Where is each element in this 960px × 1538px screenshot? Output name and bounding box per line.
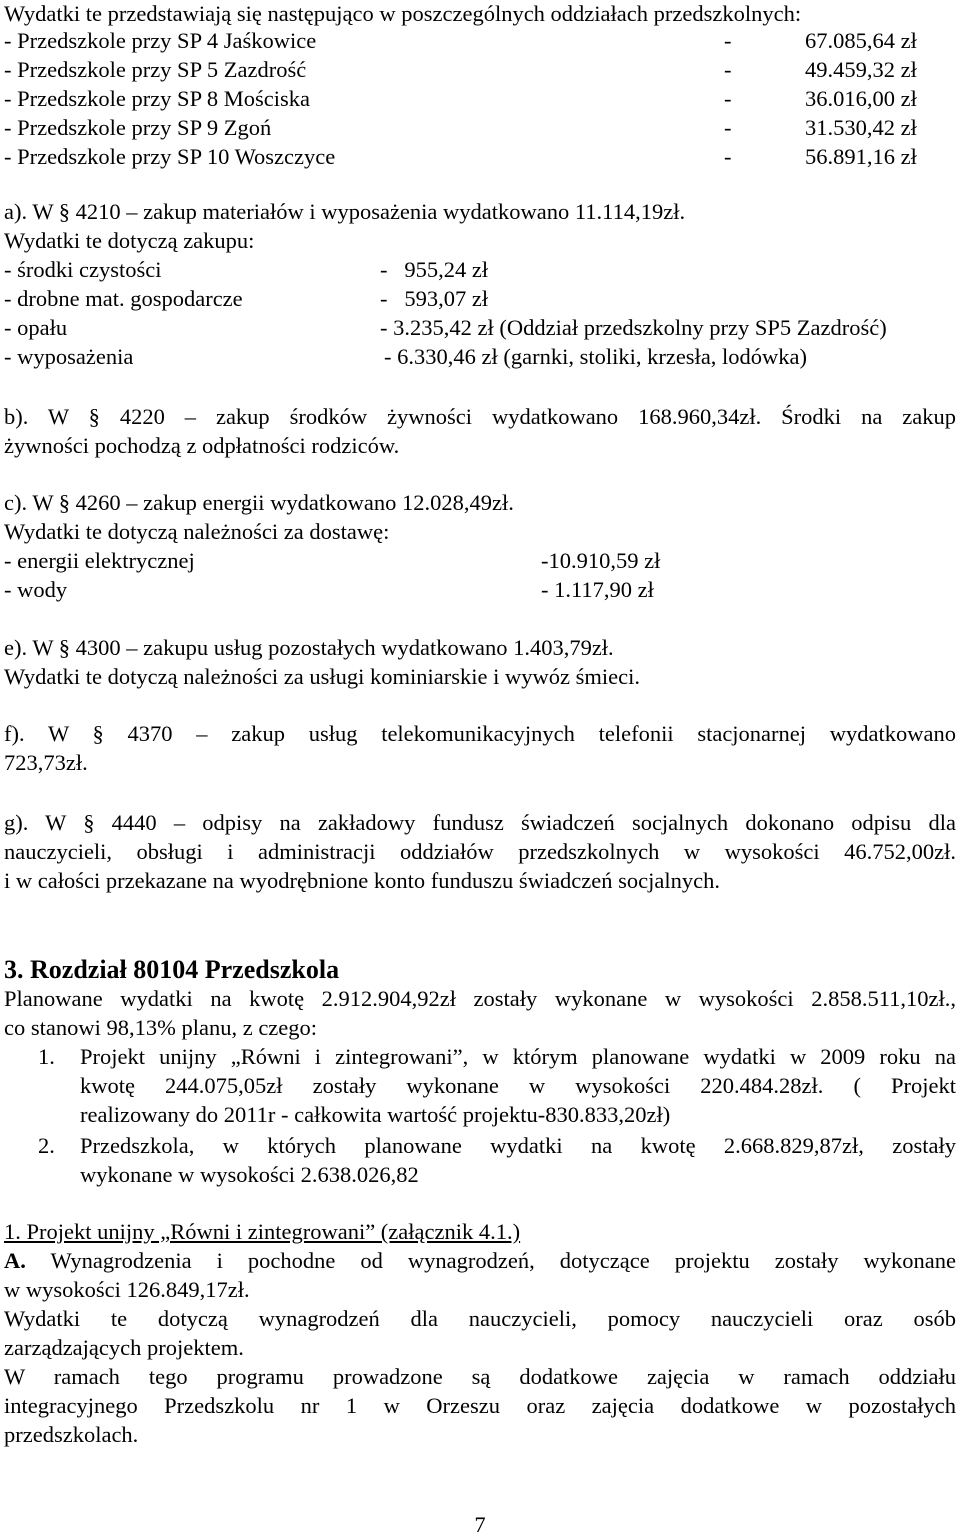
section-b-line-2: żywności pochodzą z odpłatności rodziców. [4, 433, 400, 458]
list-item-dash: - [724, 86, 732, 111]
list-item-name: - drobne mat. gospodarcze [4, 286, 243, 311]
list-item-line: realizowany do 2011r - całkowita wartość projektu-830.833,20zł) [80, 1102, 671, 1127]
list-item-name: - wyposażenia [4, 344, 134, 369]
list-item-name: - energii elektrycznej [4, 548, 195, 573]
section-a-subtitle: Wydatki te dotyczą zakupu: [4, 228, 255, 253]
list-item-dash: - [724, 144, 732, 169]
section-f-line-2: 723,73zł. [4, 750, 88, 775]
intro-heading: Wydatki te przedstawiają się następująco w poszczególnych oddziałach przedszkolnych: [4, 1, 802, 26]
section-c-subtitle: Wydatki te dotyczą należności za dostawę: [4, 519, 390, 544]
list-item-name: - Przedszkole przy SP 4 Jaśkowice [4, 28, 317, 53]
paragraph-w-line-2: zarządzających projektem. [4, 1335, 244, 1360]
list-item-name: - opału [4, 315, 68, 340]
list-item-name: - Przedszkole przy SP 10 Woszczyce [4, 144, 336, 169]
list-number: 1. [38, 1044, 55, 1069]
list-item-line: Przedszkola, w których planowane wydatki na kwotę 2.668.829,87zł, zostały [80, 1133, 956, 1158]
list-item-amount: 36.016,00 zł [805, 86, 917, 111]
list-item-dash: - [724, 28, 732, 53]
list-item-line: kwotę 244.075,05zł zostały wykonane w wysokości 220.484.28zł. ( Projekt [80, 1073, 956, 1098]
list-item-amount: - 1.117,90 zł [541, 577, 654, 602]
section-3-heading: 3. Rozdział 80104 Przedszkola [4, 955, 340, 984]
paragraph-a-label: A. [4, 1248, 26, 1273]
section-e-line-2: Wydatki te dotyczą należności za usługi kominiarskie i wywóz śmieci. [4, 664, 640, 689]
section-g-line-3: i w całości przekazane na wyodrębnione konto funduszu świadczeń socjalnych. [4, 868, 720, 893]
section-3-paragraph-line-2: co stanowi 98,13% planu, z czego: [4, 1015, 318, 1040]
list-item-line: Projekt unijny „Równi i zintegrowani”, w którym planowane wydatki w 2009 roku na [80, 1044, 956, 1069]
list-item-name: - Przedszkole przy SP 9 Zgoń [4, 115, 272, 140]
paragraph-a-text: Wynagrodzenia i pochodne od wynagrodzeń, dotyczące projektu zostały wykonane [50, 1248, 956, 1273]
paragraph-a-line-1 [4, 1248, 956, 1274]
section-f-line-1: f). W § 4370 – zakup usług telekomunikacyjnych telefonii stacjonarnej wydatkowano [4, 721, 956, 746]
paragraph-a-line-2: w wysokości 126.849,17zł. [4, 1277, 250, 1302]
list-item-line: wykonane w wysokości 2.638.026,82 [80, 1162, 419, 1187]
list-item-dash: - [724, 57, 732, 82]
section-c-title: c). W § 4260 – zakup energii wydatkowano 12.028,49zł. [4, 490, 514, 515]
list-item-amount: -10.910,59 zł [541, 548, 661, 573]
project-subheading: 1. Projekt unijny „Równi i zintegrowani” (załącznik 4.1.) [4, 1219, 521, 1244]
list-item-amount: - 593,07 zł [380, 286, 489, 311]
paragraph-r-line-2: integracyjnego Przedszkolu nr 1 w Orzeszu oraz zajęcia dodatkowe w pozostałych [4, 1393, 956, 1418]
section-3-paragraph-line-1: Planowane wydatki na kwotę 2.912.904,92zł zostały wykonane w wysokości 2.858.511,10zł., [4, 986, 956, 1011]
list-item-amount: - 955,24 zł [380, 257, 489, 282]
list-item-amount: 31.530,42 zł [805, 115, 917, 140]
section-b-line-1: b). W § 4220 – zakup środków żywności wydatkowano 168.960,34zł. Środki na zakup [4, 404, 956, 429]
list-number: 2. [38, 1133, 55, 1158]
list-item-dash: - [724, 115, 732, 140]
list-item-name: - Przedszkole przy SP 8 Mościska [4, 86, 310, 111]
section-a-title: a). W § 4210 – zakup materiałów i wyposażenia wydatkowano 11.114,19zł. [4, 199, 686, 224]
paragraph-w-line-1: Wydatki te dotyczą wynagrodzeń dla nauczycieli, pomocy nauczycieli oraz osób [4, 1306, 956, 1331]
list-item-amount: 56.891,16 zł [805, 144, 917, 169]
paragraph-r-line-1: W ramach tego programu prowadzone są dodatkowe zajęcia w ramach oddziału [4, 1364, 956, 1389]
section-g-line-2: nauczycieli, obsługi i administracji oddziałów przedszkolnych w wysokości 46.752,00zł. [4, 839, 956, 864]
list-item-name: - Przedszkole przy SP 5 Zazdrość [4, 57, 307, 82]
section-g-line-1: g). W § 4440 – odpisy na zakładowy fundusz świadczeń socjalnych dokonano odpisu dla [4, 810, 956, 835]
list-item-amount: - 3.235,42 zł (Oddział przedszkolny przy SP5 Zazdrość) [380, 315, 887, 340]
list-item-amount: 67.085,64 zł [805, 28, 917, 53]
list-item-amount: 49.459,32 zł [805, 57, 917, 82]
list-item-name: - środki czystości [4, 257, 162, 282]
list-item-name: - wody [4, 577, 68, 602]
page-number: 7 [474, 1512, 486, 1537]
list-item-amount: - 6.330,46 zł (garnki, stoliki, krzesła, lodówka) [384, 344, 808, 369]
paragraph-r-line-3: przedszkolach. [4, 1422, 139, 1447]
section-e-line-1: e). W § 4300 – zakupu usług pozostałych wydatkowano 1.403,79zł. [4, 635, 614, 660]
